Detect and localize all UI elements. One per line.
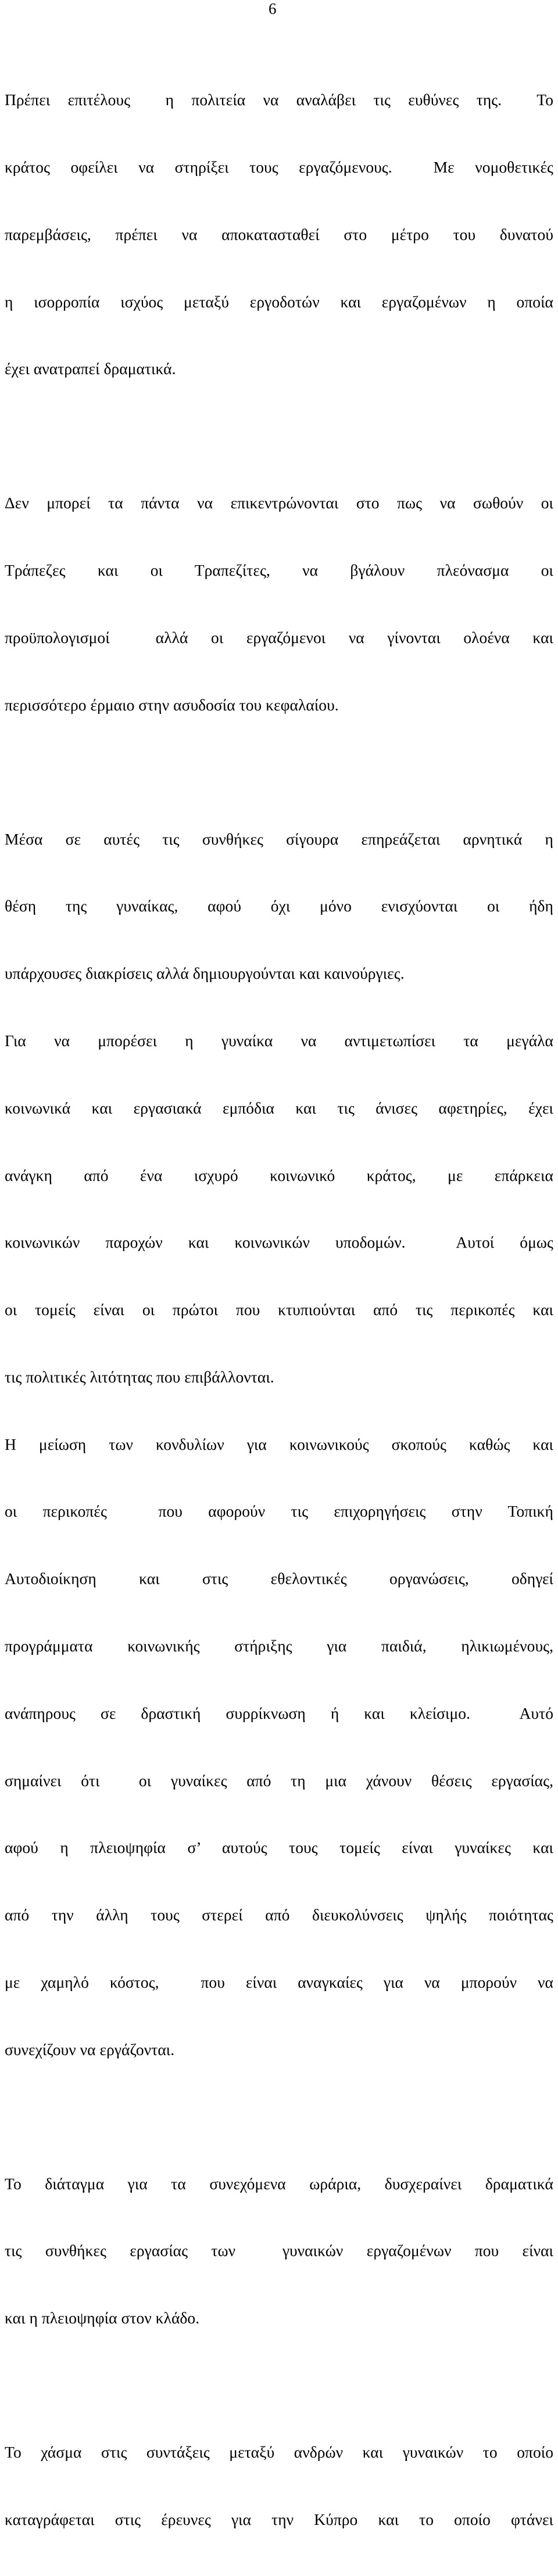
text-line: συνεχίζουν να εργάζονται. (5, 2040, 175, 2058)
text-line: προϋπολογισμοί αλλά οι εργαζόμενοι να γίνονται ολοένα και (5, 628, 553, 646)
text-line: θέση της γυναίκας, αφού όχι μόνο ενισχύονται οι ήδη (5, 897, 553, 915)
text-line: οι περικοπές που αφορούν τις επιχορηγήσεις στην Τοπική (5, 1502, 553, 1521)
text-line: από την άλλη τους στερεί από διευκολύνσεις ψηλής ποιότητας (5, 1906, 553, 1924)
text-line: Πρέπει επιτέλους η πολιτεία να αναλάβει τις ευθύνες της. Το (5, 91, 553, 109)
text-line: Τράπεζες και οι Τραπεζίτες, να βγάλουν πλεόνασμα οι (5, 561, 553, 580)
text-line: Η μείωση των κονδυλίων για κοινωνικούς σκοπούς καθώς και (5, 1435, 553, 1453)
text-line: Αυτοδιοίκηση και στις εθελοντικές οργανώσεις, οδηγεί (5, 1569, 553, 1588)
text-line: σημαίνει ότι οι γυναίκες από τη μια χάνουν θέσεις εργασίας, (5, 1771, 553, 1790)
text-line: Το διάταγμα για τα συνεχόμενα ωράρια, δυσχεραίνει δραματικά (5, 2174, 553, 2193)
text-line: τις πολιτικές λιτότητας που επιβάλλονται. (5, 1367, 274, 1386)
text-line: Για να μπορέσει η γυναίκα να αντιμετωπίσει τα μεγάλα (5, 1031, 553, 1050)
text-line: με χαμηλό κόστος, που είναι αναγκαίες για να μπορούν να (5, 1973, 553, 1991)
paragraph-gap (5, 425, 553, 447)
text-line: ανάγκη από ένα ισχυρό κοινωνικό κράτος, με επάρκεια (5, 1166, 553, 1184)
text-line: υπάρχουσες διακρίσεις αλλά δημιουργούνται και καινούργιες. (5, 964, 405, 983)
text-line: κοινωνικών παροχών και κοινωνικών υποδομών. Αυτοί όμως (5, 1233, 553, 1252)
paragraph-2 (5, 447, 553, 761)
document-body (5, 44, 553, 2576)
text-line: Δεν μπορεί τα πάντα να επικεντρώνονται στο πως να σωθούν οι (5, 494, 553, 512)
text-line: καταγράφεται στις έρευνες για την Κύπρο και το οποίο φτάνει (5, 2510, 553, 2528)
text-line: τις συνθήκες εργασίας των γυναικών εργαζομένων που είναι (5, 2241, 553, 2260)
paragraph-4 (5, 2128, 553, 2374)
paragraph-5 (5, 2397, 553, 2576)
text-line: ανάπηρους σε δραστική συρρίκνωση ή και κλείσιμο. Αυτό (5, 1704, 553, 1722)
paragraph-gap (5, 761, 553, 783)
text-line: προγράμματα κοινωνικής στήριξης για παιδιά, ηλικιωμένους, (5, 1636, 553, 1655)
text-line: Μέσα σε αυτές τις συνθήκες σίγουρα επηρεάζεται αρνητικά η (5, 829, 553, 848)
paragraph-1 (5, 44, 553, 425)
page-number: 6 (269, 0, 277, 17)
text-line: οι τομείς είναι οι πρώτοι που κτυπιούνται από τις περικοπές και (5, 1300, 553, 1319)
text-line: κοινωνικά και εργασιακά εμπόδια και τις άνισες αφετηρίες, έχει (5, 1098, 553, 1117)
paragraph-gap (5, 2374, 553, 2397)
text-line: Το χάσμα στις συντάξεις μεταξύ ανδρών και γυναικών το οποίο (5, 2443, 553, 2462)
text-line: έχει ανατραπεί δραματικά. (5, 360, 176, 378)
text-line: αφού η πλειοψηφία σ’ αυτούς τους τομείς είναι γυναίκες και (5, 1838, 553, 1857)
text-line: περισσότερο έρμαιο στην ασυδοσία του κεφαλαίου. (5, 695, 339, 714)
text-line: και η πλειοψηφία στον κλάδο. (5, 2309, 200, 2327)
text-line: η ισορροπία ισχύος μεταξύ εργοδοτών και εργαζομένων η οποία (5, 292, 553, 311)
text-line: κράτος οφείλει να στηρίξει τους εργαζόμενους. Με νομοθετικές (5, 157, 553, 176)
paragraph-3 (5, 783, 553, 2106)
paragraph-gap (5, 2106, 553, 2128)
text-line: παρεμβάσεις, πρέπει να αποκατασταθεί στο μέτρο του δυνατού (5, 225, 553, 243)
